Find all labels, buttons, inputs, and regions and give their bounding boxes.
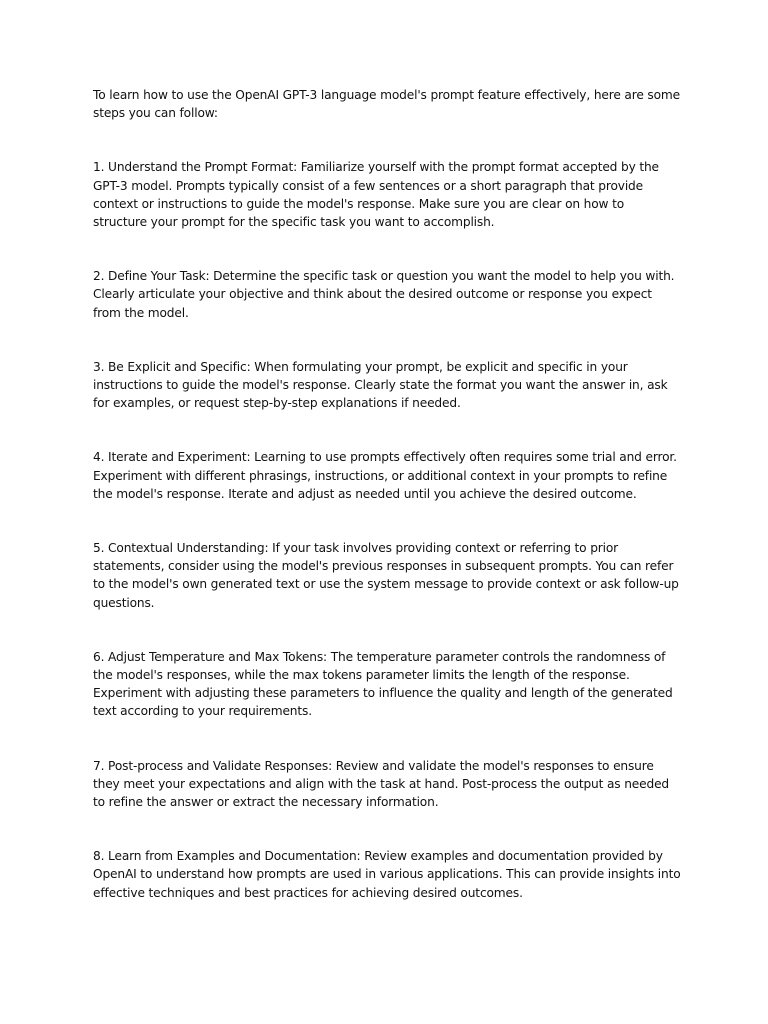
step-2-paragraph: 2. Define Your Task: Determine the specific task or question you want the model to help you with. Clearly articulate your objective and think about the desired outcome or response you expect from the model. <box>93 269 675 320</box>
document-body <box>93 86 681 938</box>
step-4-paragraph: 4. Iterate and Experiment: Learning to use prompts effectively often requires some trial and error. Experiment with different phrasings, instructions, or additional context in your prompts to refine the model's response. Iterate and adjust as needed until you achieve the desired outcome. <box>93 450 677 501</box>
step-7-paragraph: 7. Post-process and Validate Responses: Review and validate the model's responses to ensure they meet your expectations and align with the task at hand. Post-process the output as needed to refine the answer or extract the necessary information. <box>93 758 670 810</box>
step-5-paragraph: 5. Contextual Understanding: If your task involves providing context or referring to prior statements, consider using the model's previous responses in subsequent prompts. You can refer to the model's own generated text or use the system message to provide context or ask follow-up questions. <box>93 541 679 610</box>
step-1-paragraph: 1. Understand the Prompt Format: Familiarize yourself with the prompt format accepted by the GPT-3 model. Prompts typically consist of a few sentences or a short paragraph that provide context or instructions to guide the model's response. Make sure you are clear on how to structure your prompt for the specific task you want to accomplish. <box>93 160 659 230</box>
step-3-paragraph: 3. Be Explicit and Specific: When formulating your prompt, be explicit and specific in your instructions to guide the model's response. Clearly state the format you want the answer in, ask for examples, or request step-by-step explanations if needed. <box>93 359 668 411</box>
intro-paragraph: To learn how to use the OpenAI GPT-3 language model's prompt feature effectively, here are some steps you can follow: <box>93 88 680 121</box>
step-8-paragraph: 8. Learn from Examples and Documentation: Review examples and documentation provided by OpenAI to understand how prompts are used in various applications. This can provide insights into effective techniques and best practices for achieving desired outcomes. <box>93 849 681 900</box>
step-6-paragraph: 6. Adjust Temperature and Max Tokens: The temperature parameter controls the randomness of the model's responses, while the max tokens parameter limits the length of the response. Experiment with adjusting these parameters to influence the quality and length of the generated text according to your requirements. <box>93 649 673 719</box>
